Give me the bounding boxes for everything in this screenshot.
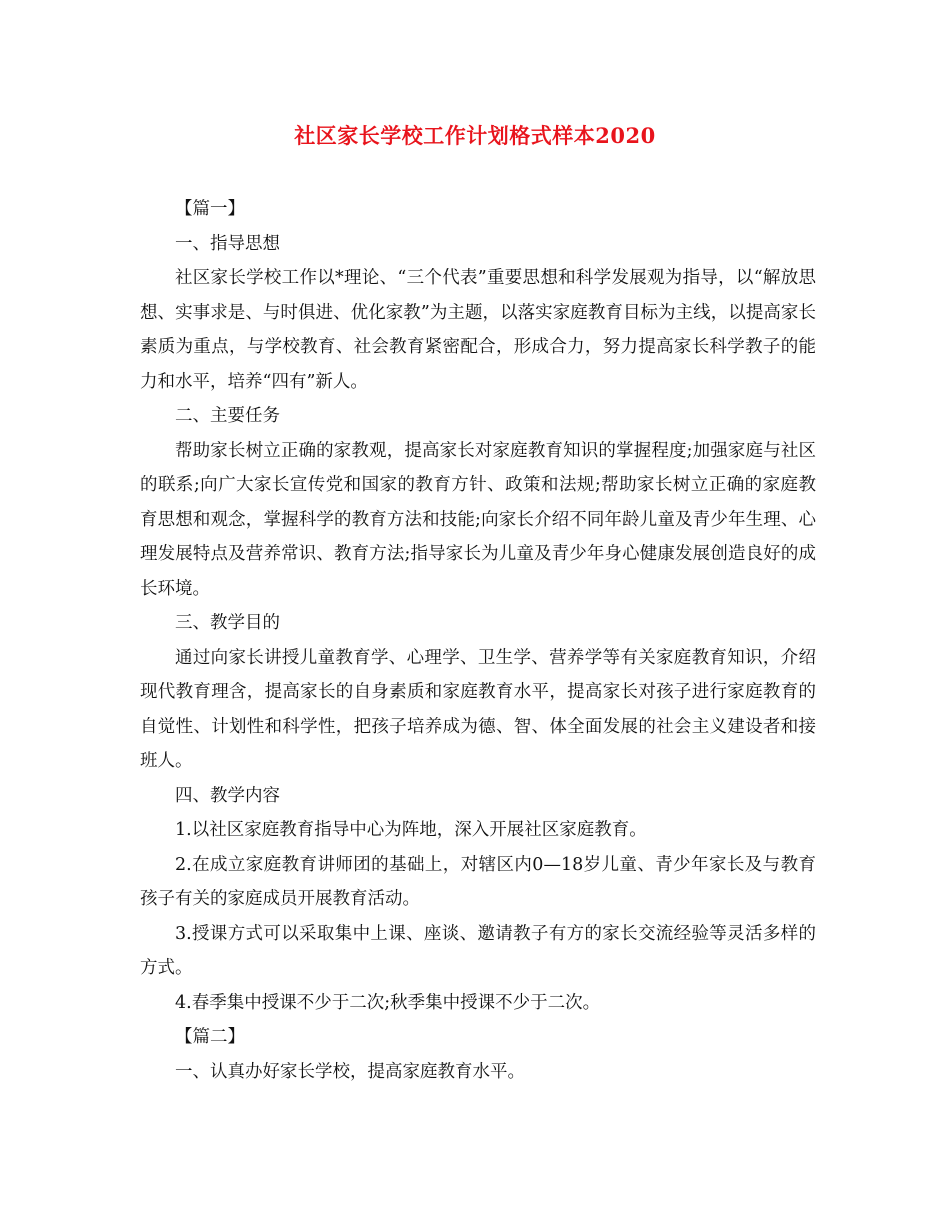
list-item-4: 4.春季集中授课不少于二次;秋季集中授课不少于二次。 <box>175 992 601 1013</box>
section-heading-part-two: 【篇二】 <box>175 1027 245 1047</box>
list-item-1: 1.以社区家庭教育指导中心为阵地，深入开展社区家庭教育。 <box>175 820 647 840</box>
section-heading-part-one: 【篇一】 <box>175 199 245 219</box>
heading-teaching-purpose: 三、教学目的 <box>175 613 280 633</box>
paragraph-main-tasks: 帮助家长树立正确的家教观，提高家长对家庭教育知识的掌握程度;加强家庭与社区的联系;向广大家长宣传党和国家的教育方针、政策和法规;帮助家长树立正确的家庭教育思想和观念，掌握科学的教育方法和技能;向家长介绍不同年龄儿童及青少年生理、心理发展特点及营养常识、教育方法;指导家长为儿童及青少年身心健康发展创造良好的成长环境。 <box>140 440 816 599</box>
heading-teaching-content: 四、教学内容 <box>175 785 280 806</box>
heading-run-parent-school: 一、认真办好家长学校，提高家庭教育水平。 <box>175 1061 525 1082</box>
heading-main-tasks: 二、主要任务 <box>175 406 280 426</box>
document-body <box>140 192 816 1089</box>
paragraph-teaching-purpose: 通过向家长讲授儿童教育学、心理学、卫生学、营养学等有关家庭教育知识，介绍现代教育理含，提高家长的自身素质和家庭教育水平，提高家长对孩子进行家庭教育的自觉性、计划性和科学性，把孩子培养成为德、智、体全面发展的社会主义建设者和接班人。 <box>140 647 816 771</box>
list-item-3: 3.授课方式可以采取集中上课、座谈、邀请教子有方的家长交流经验等灵活多样的方式。 <box>140 923 816 978</box>
list-item-2: 2.在成立家庭教育讲师团的基础上，对辖区内0—18岁儿童、青少年家长及与教育孩子有关的家庭成员开展教育活动。 <box>140 854 816 909</box>
document-title: 社区家长学校工作计划格式样本2020 <box>294 123 656 148</box>
paragraph-guiding-ideology: 社区家长学校工作以*理论、“三个代表”重要思想和科学发展观为指导，以“解放思想、实事求是、与时俱进、优化家教”为主题，以落实家庭教育目标为主线，以提高家长素质为重点，与学校教育、社会教育紧密配合，形成合力，努力提高家长科学教子的能力和水平，培养“四有”新人。 <box>140 268 816 392</box>
heading-guiding-ideology: 一、指导思想 <box>175 233 280 254</box>
